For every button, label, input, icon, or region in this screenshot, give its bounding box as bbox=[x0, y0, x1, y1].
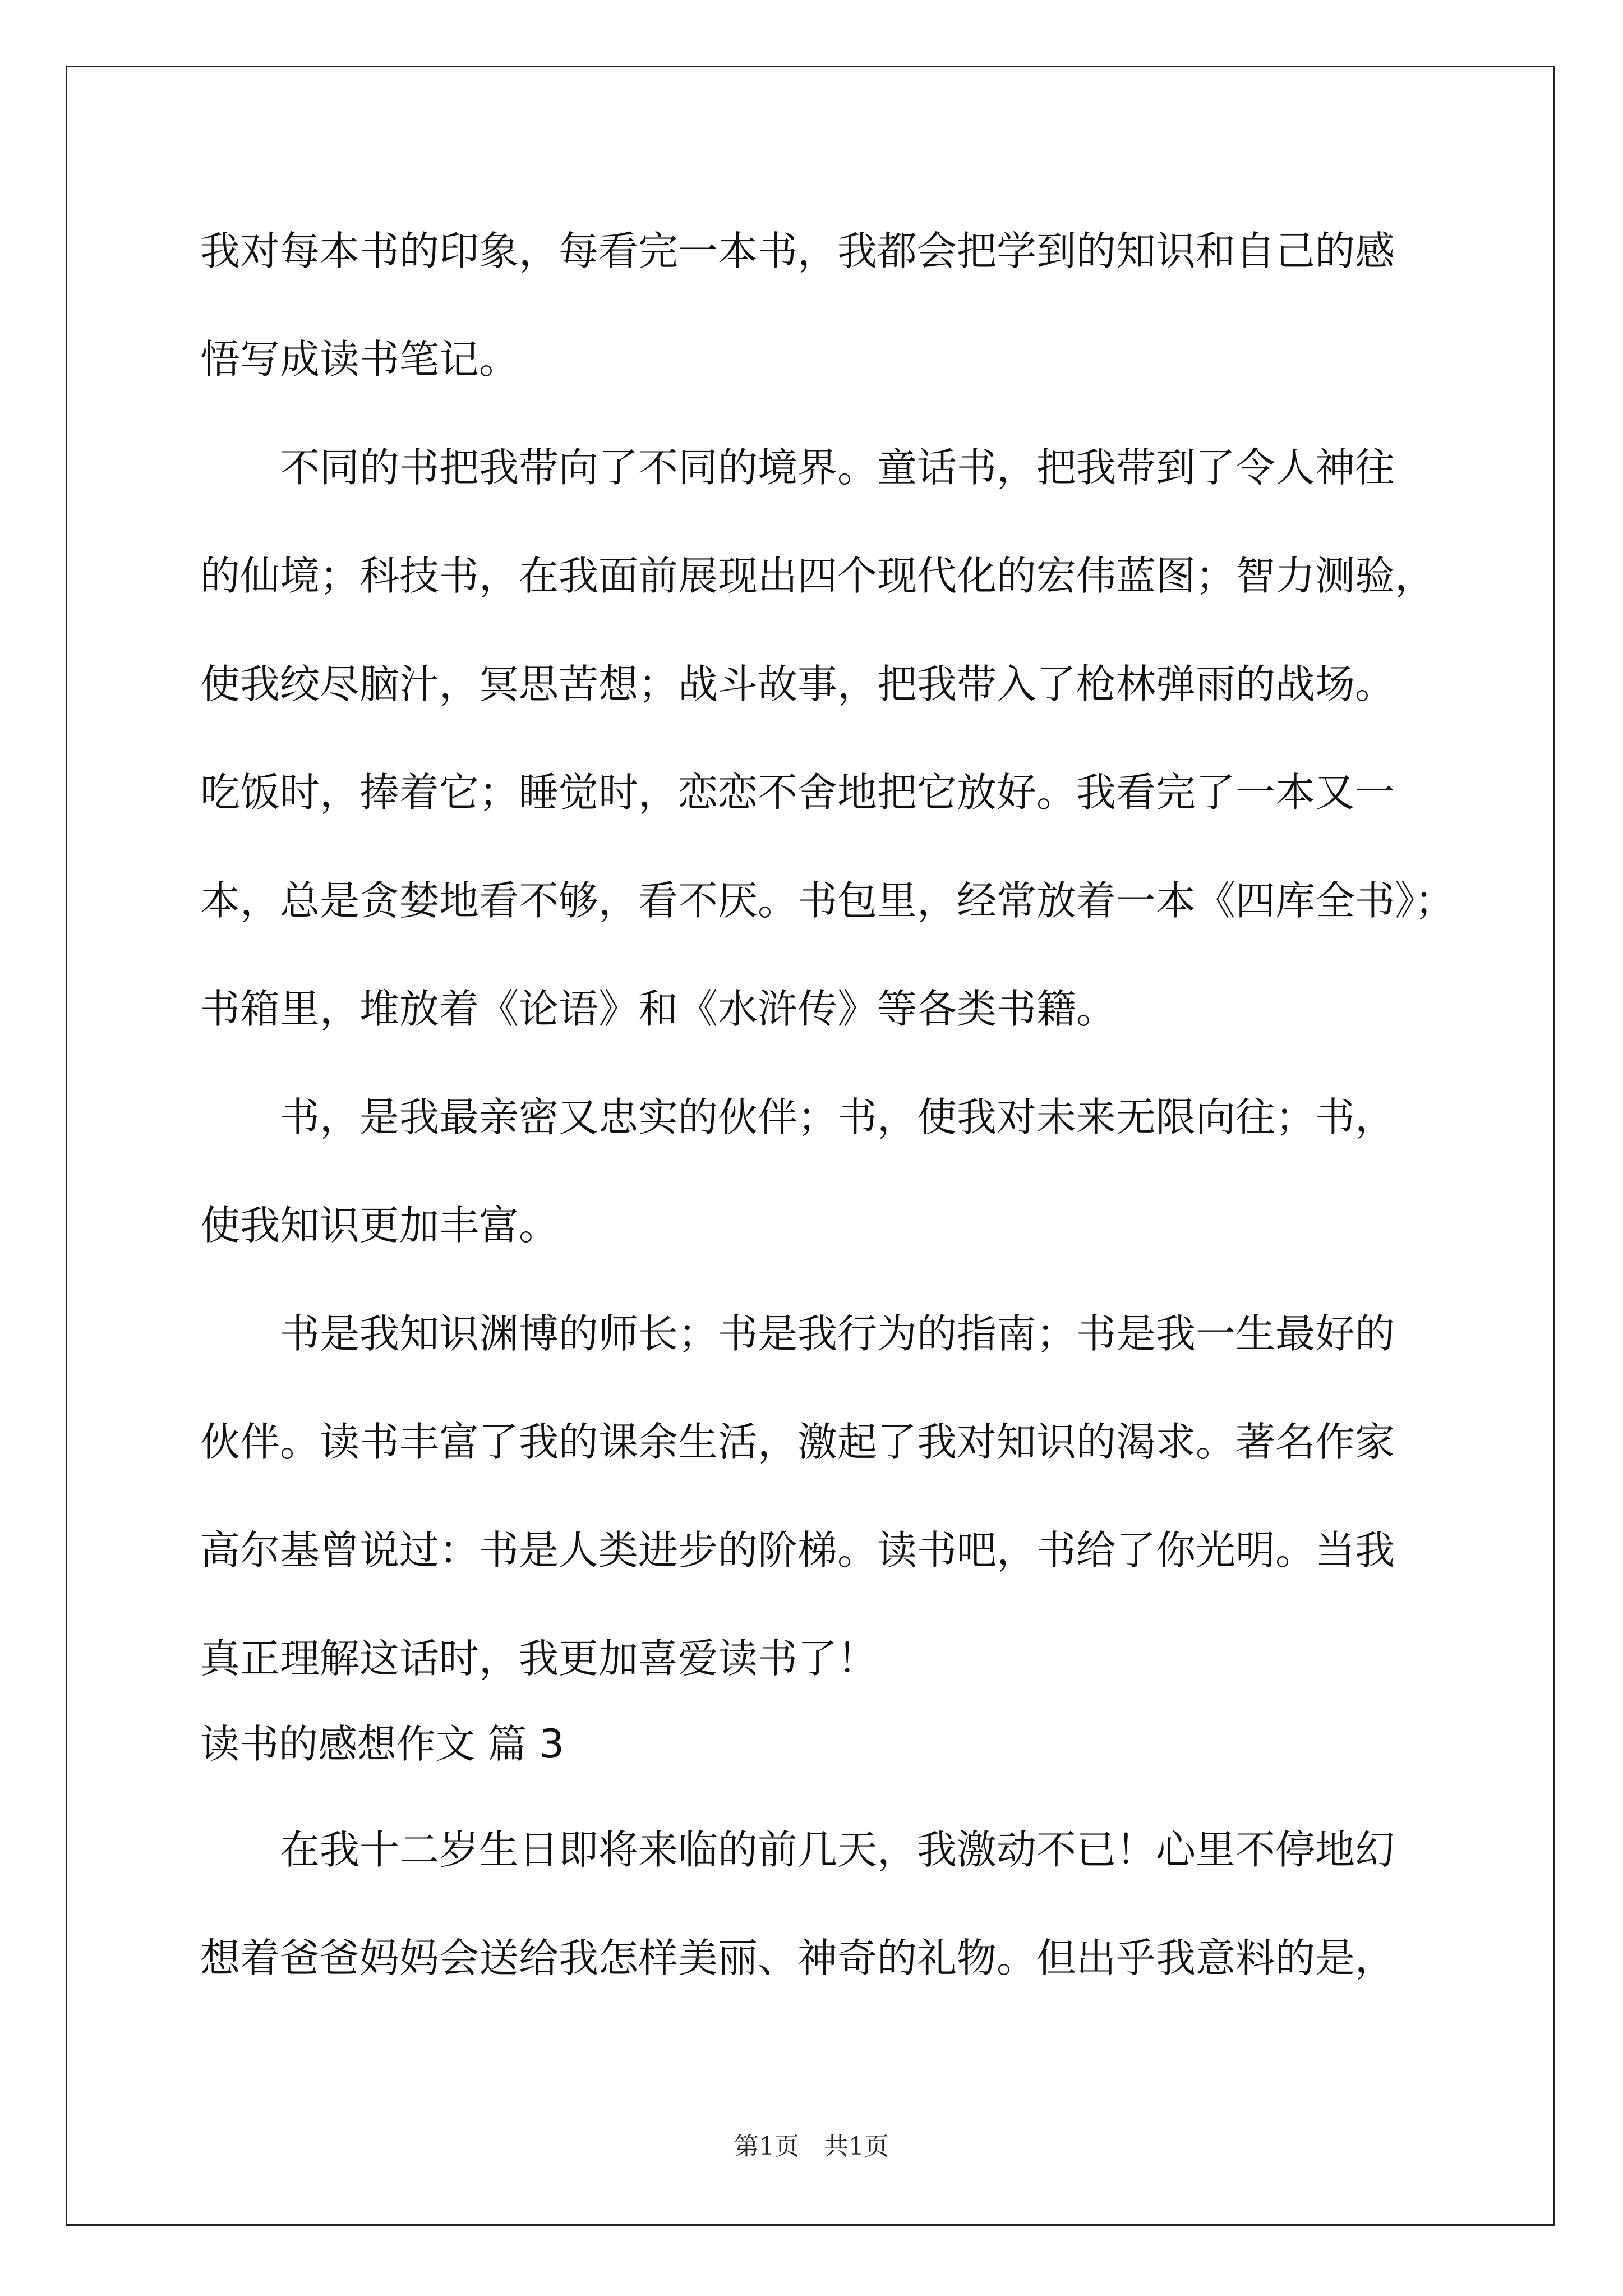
text-line: 伙伴。读书丰富了我的课余生活，激起了我对知识的渴求。著名作家 bbox=[200, 1419, 1395, 1465]
section-heading: 读书的感想作文 篇 3 bbox=[200, 1721, 565, 1767]
text-line: 真正理解这话时，我更加喜爱读书了！ bbox=[200, 1635, 878, 1682]
text-line: 书，是我最亲密又忠实的伙伴；书，使我对未来无限向往；书， bbox=[200, 1094, 1395, 1140]
text-line: 的仙境；科技书，在我面前展现出四个现代化的宏伟蓝图；智力测验， bbox=[200, 553, 1435, 599]
text-line: 高尔基曾说过：书是人类进步的阶梯。读书吧，书给了你光明。当我 bbox=[200, 1527, 1395, 1573]
text-line: 不同的书把我带向了不同的境界。童话书，把我带到了令人神往 bbox=[200, 444, 1395, 491]
text-line: 书箱里，堆放着《论语》和《水浒传》等各类书籍。 bbox=[200, 986, 1117, 1032]
text-line: 在我十二岁生日即将来临的前几天，我激动不已！心里不停地幻 bbox=[200, 1826, 1395, 1873]
text-line: 使我绞尽脑汁，冥思苦想；战斗故事，把我带入了枪林弹雨的战场。 bbox=[200, 661, 1395, 707]
text-line: 使我知识更加丰富。 bbox=[200, 1202, 559, 1249]
page-border bbox=[66, 66, 1555, 2226]
page-footer: 第1页 共1页 bbox=[734, 2132, 889, 2161]
text-line: 我对每本书的印象，每看完一本书，我都会把学到的知识和自己的感 bbox=[200, 228, 1395, 274]
text-line: 悟写成读书笔记。 bbox=[200, 336, 519, 383]
text-line: 书是我知识渊博的师长；书是我行为的指南；书是我一生最好的 bbox=[200, 1310, 1395, 1357]
text-line: 想着爸爸妈妈会送给我怎样美丽、神奇的礼物。但出乎我意料的是， bbox=[200, 1935, 1395, 1981]
text-line: 本，总是贪婪地看不够，看不厌。书包里，经常放着一本《四库全书》； bbox=[200, 877, 1455, 924]
text-line: 吃饭时，捧着它；睡觉时，恋恋不舍地把它放好。我看完了一本又一 bbox=[200, 769, 1395, 816]
